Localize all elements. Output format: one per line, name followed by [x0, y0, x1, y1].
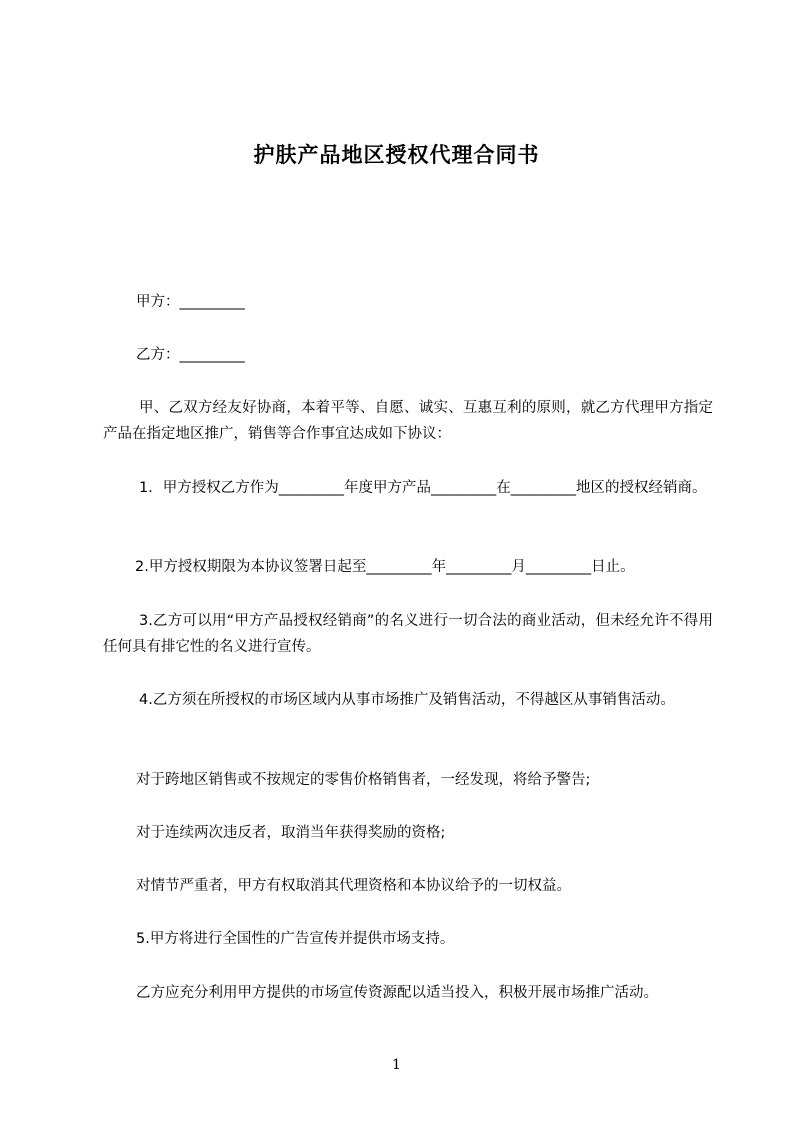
page-number: 1	[392, 1057, 401, 1073]
party-b-line: 乙方：_________	[136, 347, 245, 363]
clause-5-sub-1: 乙方应充分利用甲方提供的市场宣传资源配以适当投入，积极开展市场推广活动。	[136, 985, 658, 1001]
clause-4-sub-1: 对于跨地区销售或不按规定的零售价格销售者，一经发现，将给予警告;	[136, 772, 591, 788]
clause-2: 2.甲方授权期限为本协议签署日起至_________年_________月_________日止。	[135, 559, 635, 575]
party-a-line: 甲方：_________	[136, 294, 245, 310]
intro-paragraph: 甲、乙双方经友好协商，本着平等、自愿、诚实、互惠互利的原则，就乙方代理甲方指定产品在指定地区推广，销售等合作事宜达成如下协议：	[103, 400, 713, 442]
clause-4-sub-2: 对于连续两次违反者，取消当年获得奖励的资格;	[136, 825, 446, 841]
clause-4-sub-3: 对情节严重者，甲方有权取消其代理资格和本协议给予的一切权益。	[136, 878, 571, 894]
clause-4: 4.乙方须在所授权的市场区域内从事市场推广及销售活动，不得越区从事销售活动。	[139, 692, 675, 708]
clause-3: 3.乙方可以用“甲方产品授权经销商”的名义进行一切合法的商业活动，但未经允许不得用任何具有排它性的名义进行宣传。	[103, 613, 713, 655]
document-title: 护肤产品地区授权代理合同书	[253, 143, 540, 167]
clause-5: 5.甲方将进行全国性的广告宣传并提供市场支持。	[136, 931, 455, 947]
clause-1: 1．甲方授权乙方作为_________年度甲方产品_________在_________地区的授权经销商。	[139, 480, 707, 496]
